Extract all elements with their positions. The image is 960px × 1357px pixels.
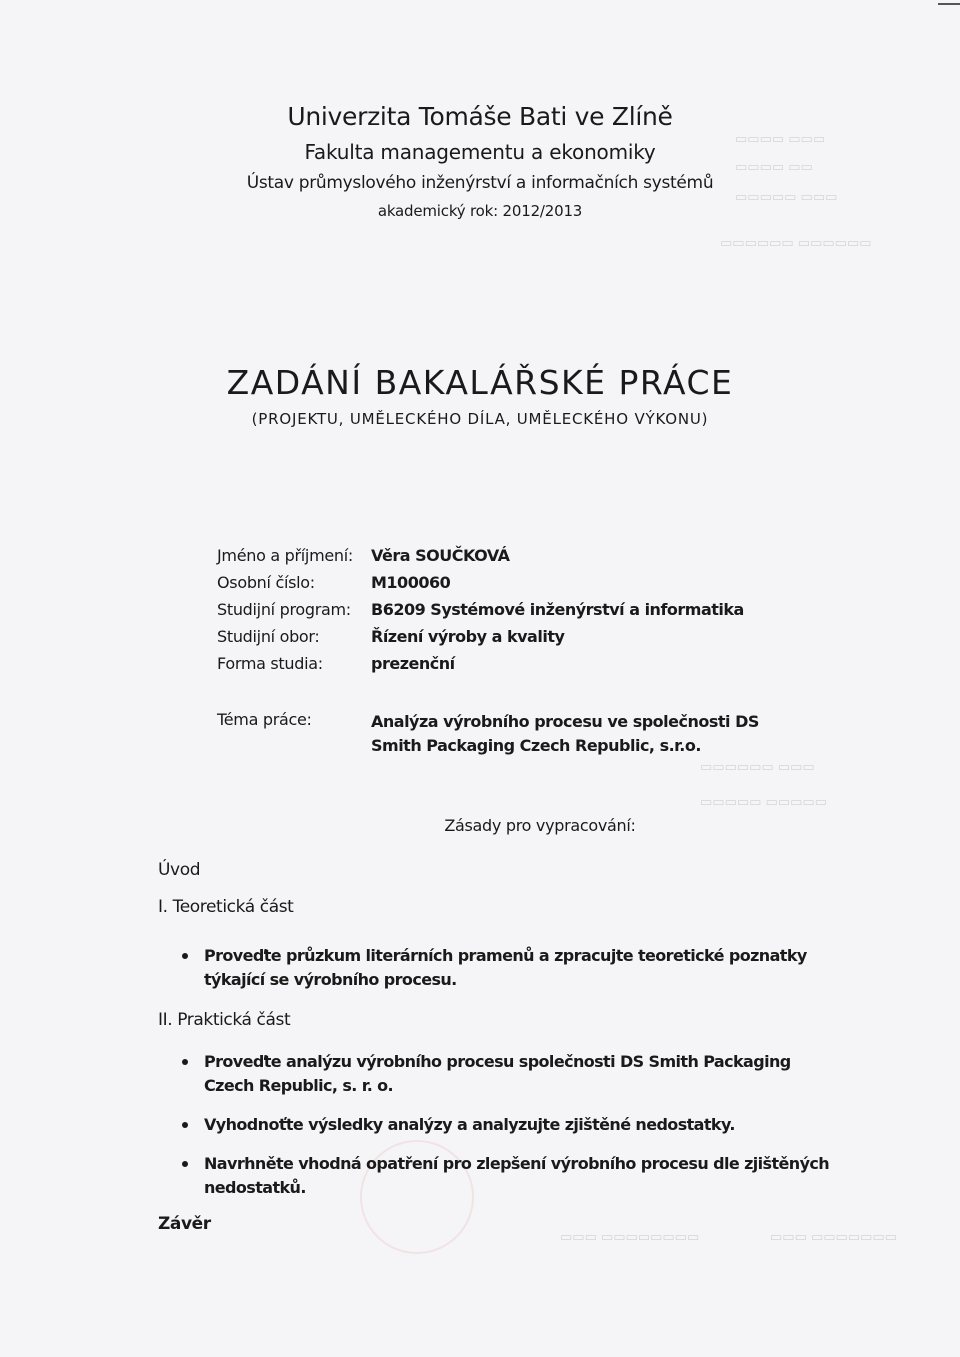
bullet-item: [182, 944, 832, 992]
bullet-text: Proveďte analýzu výrobního procesu společnosti DS Smith Packaging Czech Republic, s. r. o.: [204, 1052, 791, 1095]
section-theoretical-part: I. Teoretická část: [158, 897, 294, 917]
edge-mark: [938, 3, 960, 5]
info-value: prezenční: [371, 654, 455, 673]
bleed-through-text: ▭▭▭▭▭▭ ▭▭▭▭▭▭: [720, 236, 872, 251]
bullet-dot-icon: [182, 953, 188, 959]
bleed-through-text: ▭▭▭▭▭ ▭▭▭: [735, 190, 838, 205]
document-title: ZADÁNÍ BAKALÁŘSKÉ PRÁCE: [226, 363, 734, 402]
bleed-through-text: ▭▭▭▭ ▭▭: [735, 160, 813, 175]
principles-heading: Zásady pro vypracování:: [444, 816, 636, 835]
info-label: Jméno a příjmení:: [217, 546, 353, 565]
info-value: Věra SOUČKOVÁ: [371, 546, 510, 565]
topic-value: Analýza výrobního procesu ve společnosti DS Smith Packaging Czech Republic, s.r.o.: [371, 712, 759, 755]
bullet-dot-icon: [182, 1059, 188, 1065]
info-row-name: [217, 546, 744, 573]
bullet-dot-icon: [182, 1161, 188, 1167]
university-name: Univerzita Tomáše Bati ve Zlíně: [287, 102, 673, 131]
info-row-study-form: [217, 654, 744, 681]
bullet-item: [182, 1152, 832, 1200]
info-row-study-field: [217, 627, 744, 654]
student-info-block: [217, 546, 744, 681]
info-label: Studijní obor:: [217, 627, 320, 646]
section-practical-part: II. Praktická část: [158, 1010, 291, 1030]
faculty-name: Fakulta managementu a ekonomiky: [304, 140, 656, 164]
academic-year: akademický rok: 2012/2013: [377, 202, 583, 220]
institute-name: Ústav průmyslového inženýrství a informačních systémů: [246, 173, 714, 193]
topic-label: Téma práce:: [217, 710, 312, 729]
info-value: Řízení výroby a kvality: [371, 627, 565, 646]
bleed-through-text: ▭▭▭ ▭▭▭▭▭▭▭: [770, 1230, 897, 1245]
info-label: Osobní číslo:: [217, 573, 315, 592]
bleed-through-text: ▭▭▭ ▭▭▭▭▭▭▭▭: [560, 1230, 700, 1245]
document-subtitle: (PROJEKTU, UMĚLECKÉHO DÍLA, UMĚLECKÉHO VÝKONU): [251, 410, 709, 428]
info-row-personal-number: [217, 573, 744, 600]
section-intro: Úvod: [158, 860, 201, 880]
info-label: Forma studia:: [217, 654, 323, 673]
bullet-dot-icon: [182, 1122, 188, 1128]
info-label: Studijní program:: [217, 600, 351, 619]
bleed-through-text: ▭▭▭▭ ▭▭▭: [735, 132, 826, 147]
bullet-text: Proveďte průzkum literárních pramenů a zpracujte teoretické poznatky týkající se výrobního procesu.: [204, 946, 807, 989]
bullet-item: [182, 1050, 832, 1098]
bullet-text: Vyhodnoťte výsledky analýzy a analyzujte zjištěné nedostatky.: [204, 1115, 735, 1134]
bullet-item: [182, 1113, 832, 1137]
bullet-text: Navrhněte vhodná opatření pro zlepšení výrobního procesu dle zjištěných nedostatků.: [204, 1154, 830, 1197]
info-value: M100060: [371, 573, 451, 592]
bleed-through-text: ▭▭▭▭▭ ▭▭▭▭▭: [700, 795, 827, 810]
info-row-study-program: [217, 600, 744, 627]
section-conclusion: Závěr: [158, 1214, 211, 1234]
bleed-through-text: ▭▭▭▭▭▭ ▭▭▭: [700, 760, 815, 775]
info-value: B6209 Systémové inženýrství a informatika: [371, 600, 744, 619]
